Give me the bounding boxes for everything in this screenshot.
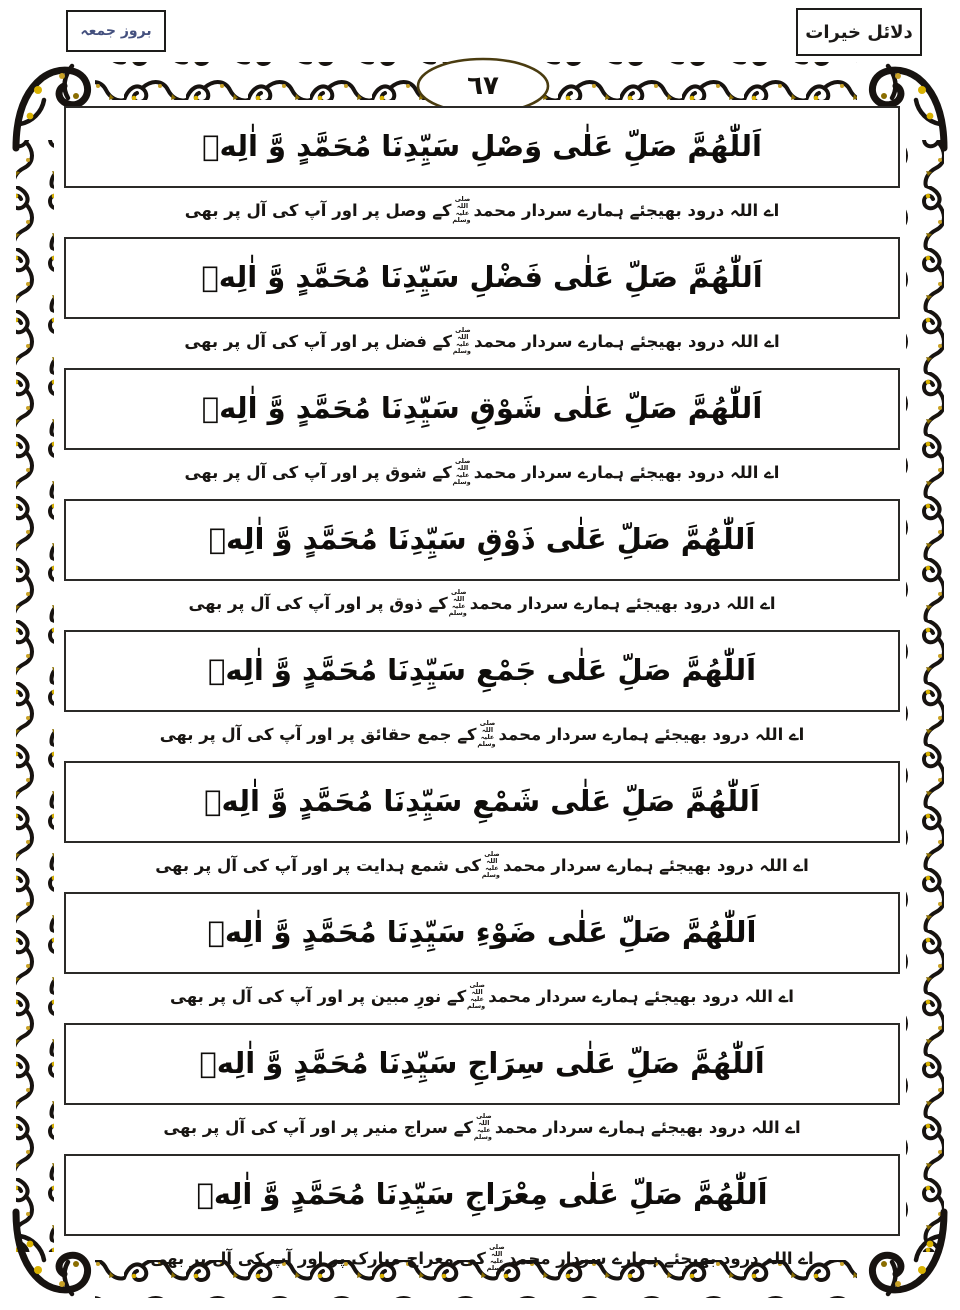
sallallahu-alayhi-wasallam-mark: صلی اللہ علیہ وسلم	[448, 588, 467, 617]
sallallahu-alayhi-wasallam-mark: صلی اللہ علیہ وسلم	[452, 195, 471, 224]
durood-arabic-text: اَللّٰهُمَّ صَلِّ عَلٰی شَوْقِ سَیِّدِنَا مُحَمَّدٍ وَّ اٰلِهٖ	[201, 391, 763, 426]
urdu-translation-line	[64, 319, 900, 363]
header-title-label: دلائل خیرات	[805, 21, 913, 43]
sallallahu-alayhi-wasallam-mark: صلی اللہ علیہ وسلم	[481, 850, 500, 879]
durood-arabic-box	[64, 1154, 900, 1236]
sallallahu-alayhi-wasallam-mark: صلی اللہ علیہ وسلم	[477, 719, 496, 748]
urdu-translation-line	[64, 712, 900, 756]
translation-pre: اے اللہ درود بھیجئے ہمارے سردار محمد	[498, 724, 805, 744]
durood-arabic-text: اَللّٰهُمَّ صَلِّ عَلٰی سِرَاجِ سَیِّدِنَا مُحَمَّدٍ وَّ اٰلِهٖ	[199, 1046, 765, 1081]
urdu-translation-line	[64, 1105, 900, 1149]
translation-pre: اے اللہ درود بھیجئے ہمارے سردار محمد	[469, 593, 776, 613]
durood-arabic-box	[64, 106, 900, 188]
translation-post: کے ذوق پر اور آپ کی آل پر بھی	[188, 593, 448, 613]
durood-block	[64, 1154, 900, 1280]
translation-pre: اے اللہ درود بھیجئے ہمارے سردار محمد	[488, 986, 794, 1006]
durood-arabic-box	[64, 237, 900, 319]
sallallahu-alayhi-wasallam-mark: صلی اللہ علیہ وسلم	[452, 326, 471, 355]
sallallahu-alayhi-wasallam-mark: صلی اللہ علیہ وسلم	[473, 1112, 492, 1141]
translation-post: کے فضل پر اور آپ کی آل پر بھی	[184, 331, 452, 351]
translation-pre: اے اللہ درود بھیجئے ہمارے سردار محمد	[494, 1117, 801, 1137]
durood-arabic-text: اَللّٰهُمَّ صَلِّ عَلٰی شَمْعِ سَیِّدِنَا مُحَمَّدٍ وَّ اٰلِهٖ	[204, 784, 760, 819]
urdu-translation-line	[64, 581, 900, 625]
header-day-label: بروز جمعہ	[80, 23, 152, 39]
durood-block	[64, 892, 900, 1018]
durood-block	[64, 630, 900, 756]
durood-block	[64, 368, 900, 494]
durood-block	[64, 761, 900, 887]
durood-block	[64, 499, 900, 625]
durood-arabic-text: اَللّٰهُمَّ صَلِّ عَلٰی فَضْلِ سَیِّدِنَا مُحَمَّدٍ وَّ اٰلِهٖ	[201, 260, 763, 295]
translation-post: کے شوق پر اور آپ کی آل پر بھی	[184, 462, 452, 482]
page-number: ٦٧	[467, 71, 499, 101]
durood-arabic-box	[64, 892, 900, 974]
translation-pre: اے اللہ درود بھیجئے ہمارے سردار محمد	[473, 462, 780, 482]
translation-post: کے جمع حقائق پر اور آپ کی آل پر بھی	[159, 724, 477, 744]
durood-arabic-text: اَللّٰهُمَّ صَلِّ عَلٰی وَصْلِ سَیِّدِنَا مُحَمَّدٍ وَّ اٰلِهٖ	[202, 129, 762, 164]
translation-pre: اے اللہ درود بھیجئے ہمارے سردار محمد	[507, 1248, 814, 1268]
durood-arabic-box	[64, 761, 900, 843]
durood-list	[64, 0, 900, 1285]
translation-post: کے وصل پر اور آپ کی آل پر بھی	[184, 200, 452, 220]
translation-pre: اے اللہ درود بھیجئے ہمارے سردار محمد	[502, 855, 809, 875]
sallallahu-alayhi-wasallam-mark: صلی اللہ علیہ وسلم	[486, 1243, 505, 1272]
translation-pre: اے اللہ درود بھیجئے ہمارے سردار محمد	[473, 200, 780, 220]
durood-block	[64, 1023, 900, 1149]
durood-block	[64, 106, 900, 232]
translation-pre: اے اللہ درود بھیجئے ہمارے سردار محمد	[473, 331, 780, 351]
durood-arabic-box	[64, 499, 900, 581]
durood-arabic-text: اَللّٰهُمَّ صَلِّ عَلٰی ضَوْءِ سَیِّدِنَا مُحَمَّدٍ وَّ اٰلِهٖ	[207, 915, 757, 950]
durood-arabic-box	[64, 1023, 900, 1105]
durood-block	[64, 237, 900, 363]
durood-arabic-box	[64, 368, 900, 450]
urdu-translation-line	[64, 188, 900, 232]
durood-arabic-text: اَللّٰهُمَّ صَلِّ عَلٰی جَمْعِ سَیِّدِنَا مُحَمَّدٍ وَّ اٰلِهٖ	[207, 653, 757, 688]
urdu-translation-line	[64, 450, 900, 494]
translation-post: کے نورِ مبین پر اور آپ کی آل پر بھی	[170, 986, 467, 1006]
sallallahu-alayhi-wasallam-mark: صلی اللہ علیہ وسلم	[452, 457, 471, 486]
translation-post: کی معراج مبارک پر اور آپ کی آل پر بھی	[150, 1248, 486, 1268]
durood-arabic-box	[64, 630, 900, 712]
translation-post: کے سراج منیر پر اور آپ کی آل پر بھی	[163, 1117, 473, 1137]
durood-arabic-text: اَللّٰهُمَّ صَلِّ عَلٰی ذَوْقِ سَیِّدِنَا مُحَمَّدٍ وَّ اٰلِهٖ	[208, 522, 756, 557]
urdu-translation-line	[64, 1236, 900, 1280]
urdu-translation-line	[64, 843, 900, 887]
durood-arabic-text: اَللّٰهُمَّ صَلِّ عَلٰی مِعْرَاجِ سَیِّدِنَا مُحَمَّدٍ وَّ اٰلِهٖ	[196, 1177, 768, 1212]
translation-post: کی شمع ہدایت پر اور آپ کی آل پر بھی	[155, 855, 481, 875]
urdu-translation-line	[64, 974, 900, 1018]
sallallahu-alayhi-wasallam-mark: صلی اللہ علیہ وسلم	[467, 981, 486, 1010]
